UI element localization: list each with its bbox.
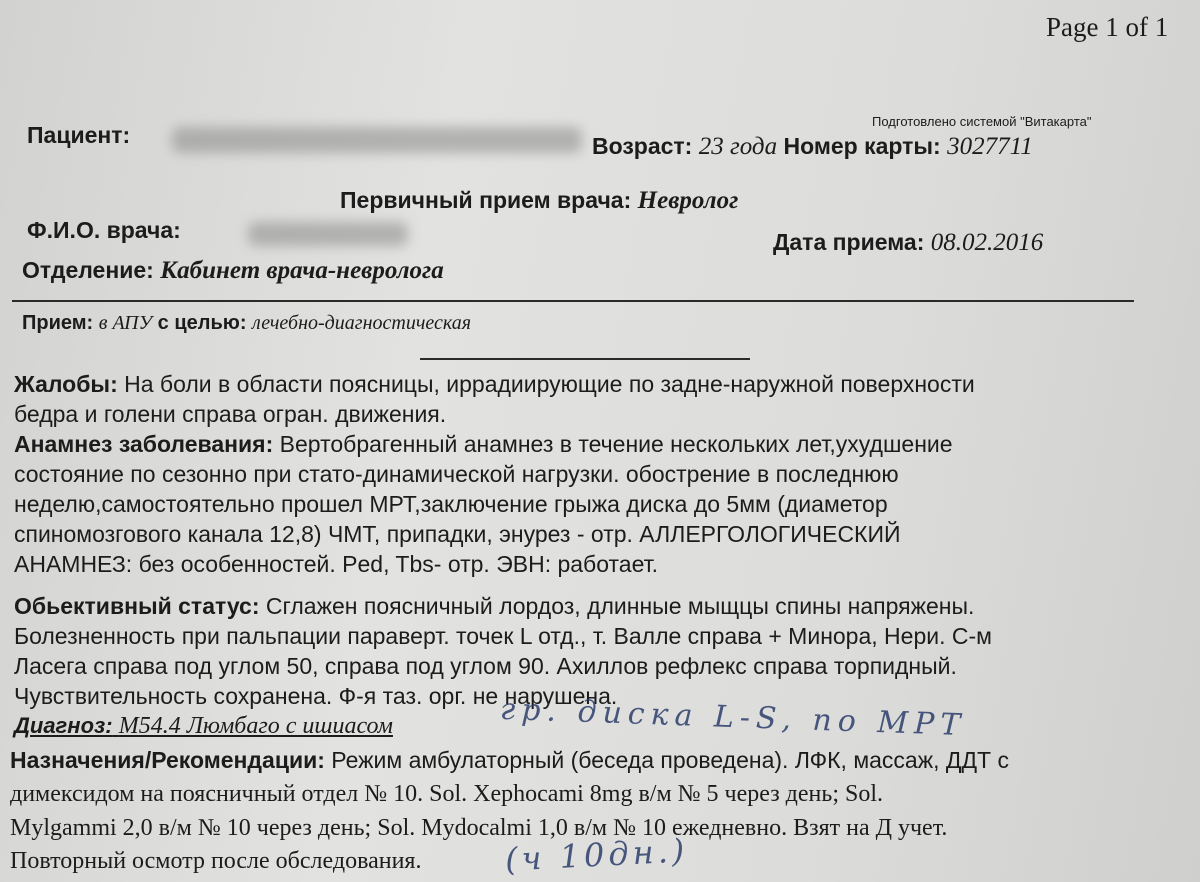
card-number: 3027711: [947, 133, 1033, 160]
complaints-line-2: бедра и голени справа огран. движения.: [14, 401, 447, 427]
department: [22, 257, 444, 285]
objective-line-4: Чувствительность сохранена. Ф-я таз. орг. не нарушена.: [14, 683, 618, 709]
anamnesis-label: Анамнез заболевания:: [14, 431, 274, 457]
complaints-line-1: [14, 369, 975, 399]
department-value: Кабинет врача-невролога: [160, 257, 444, 284]
anamnesis-text-1: Вертобрагенный анамнез в течение нескольких лет,ухудшение: [279, 431, 953, 457]
diagnosis-handwritten-note: гр. диска L-S, по МРТ: [499, 691, 967, 744]
doctor-label: Ф.И.О. врача:: [27, 217, 181, 243]
recommendations-line-2: димексидом на поясничный отдел № 10. Sol. Xephocami 8mg в/м № 5 через день; Sol.: [10, 781, 884, 807]
objective-label: Обьективный статус:: [14, 593, 260, 619]
age-label: Возраст:: [592, 133, 693, 159]
purpose-value: лечебно-диагностическая: [252, 312, 472, 334]
diagnosis-value: M54.4 Люмбаго с ишиасом: [118, 713, 393, 739]
age-value: 23 года: [698, 133, 778, 160]
recommendations-line-1: [10, 745, 1009, 775]
date-label: Дата приема:: [773, 229, 925, 255]
department-label: Отделение:: [22, 257, 154, 283]
anamnesis-line-2: состояние по сезонно при стато-динамической нагрузки. обострение в последнюю: [14, 461, 899, 487]
visit-date: [773, 229, 1043, 257]
objective-line-3: Ласега справа под углом 50, справа под углом 90. Ахиллов рефлекс справа торпидный.: [14, 653, 957, 679]
objective-line-2: Болезненность при пальпации параверт. точек L отд., т. Валле справа + Минора, Нери. С-м: [14, 623, 992, 649]
recommendations-label: Назначения/Рекомендации:: [10, 747, 325, 773]
reception: [22, 312, 471, 335]
reception-underline: [420, 358, 750, 360]
diagnosis: [14, 713, 393, 740]
complaints-label: Жалобы:: [14, 371, 118, 397]
diagnosis-label: Диагноз:: [14, 713, 113, 738]
system-note: Подготовлено системой "Витакарта": [872, 114, 1092, 129]
objective-text-1: Сглажен поясничный лордоз, длинные мыщцы спины напряжены.: [265, 593, 975, 619]
objective-line-1: [14, 591, 974, 621]
doctor-name-redacted: [248, 222, 408, 246]
recommendations-handwritten-note: (ч 10дн.): [504, 831, 690, 879]
age-field: [592, 133, 1033, 161]
visit-label: Первичный прием врача:: [340, 187, 632, 213]
anamnesis-line-5: АНАМНЕЗ: без особенностей. Ped, Tbs- отр. ЭВН: работает.: [14, 551, 658, 577]
anamnesis-line-4: спиномозгового канала 12,8) ЧМТ, припадки, энурез - отр. АЛЛЕРГОЛОГИЧЕСКИЙ: [14, 521, 901, 547]
reception-value: в АПУ: [98, 312, 153, 334]
anamnesis-line-1: [14, 429, 953, 459]
card-label: Номер карты:: [783, 133, 941, 159]
visit-specialty: Невролог: [637, 187, 739, 214]
patient-label: Пациент:: [27, 122, 131, 148]
patient-name-redacted: [172, 127, 582, 153]
date-value: 08.02.2016: [930, 229, 1044, 256]
recommendations-line-3: Mylgammi 2,0 в/м № 10 через день; Sol. Mydocalmi 1,0 в/м № 10 ежедневно. Взят на Д учет.: [10, 815, 948, 841]
header-divider: [12, 300, 1134, 302]
recommendations-line-4: Повторный осмотр после обследования.: [10, 848, 422, 874]
reception-label: Прием:: [22, 312, 94, 334]
complaints-text-1: На боли в области поясницы, иррадиирующие по задне-наружной поверхности: [124, 371, 975, 397]
page-number: Page 1 of 1: [1046, 12, 1169, 42]
anamnesis-line-3: неделю,самостоятельно прошел МРТ,заключение грыжа диска до 5мм (диаметор: [14, 491, 888, 517]
recommendations-text-1: Режим амбулаторный (беседа проведена). ЛФК, массаж, ДДТ с: [331, 747, 1009, 773]
purpose-label: с целью:: [157, 312, 247, 334]
visit-type: [340, 187, 738, 215]
